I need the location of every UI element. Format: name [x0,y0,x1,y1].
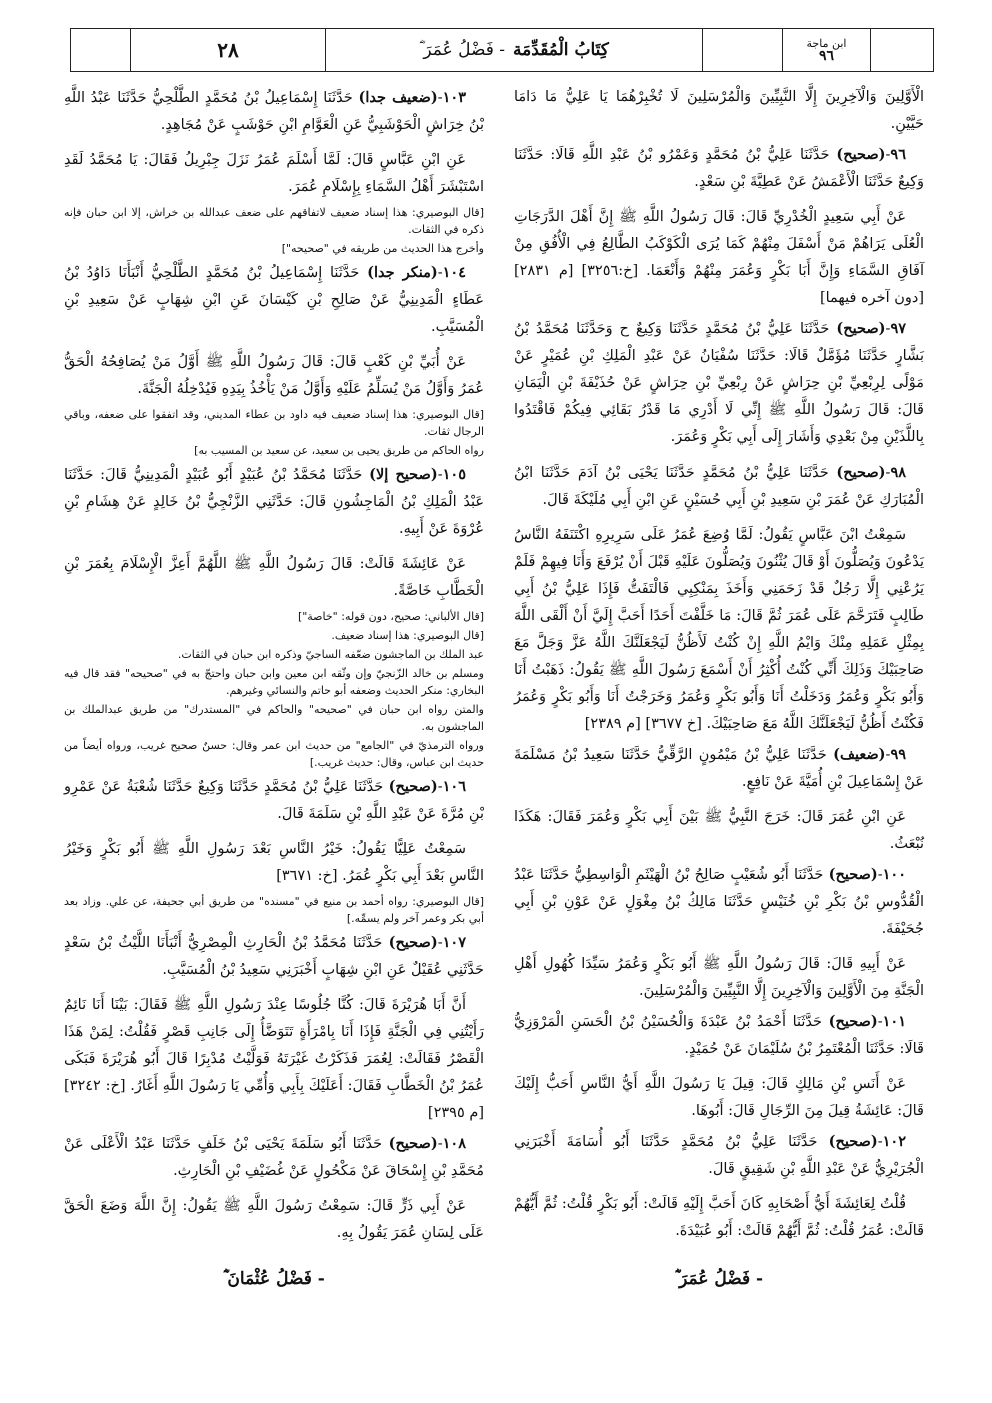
hadith-grade: (صحيح) [388,1135,438,1152]
chapter-title: - فَضْلُ عُمَرَ ؓ [419,40,506,60]
hadith-text: حَدَّثَنَا عَلِيُّ بْنُ مُحَمَّدٍ حَدَّثَنَا وَكِيعٌ ح وَحَدَّثَنَا مُحَمَّدُ بْنُ بَشَّارٍ حَدَّثَنَا مُؤَمَّلٌ قَالَا: حَدَّثَنَا سُفْيَانُ عَنْ عَبْدِ الْمَلِكِ بْنِ عُمَيْرٍ عَنْ مَوْلًى لِرِبْعِيِّ بْنِ حِرَاشٍ عَنْ رِبْعِيِّ بْنِ حِرَاشٍ عَنْ حُذَيْفَةَ بْنِ الْيَمَانِ قَالَ: قَالَ رَسُولُ اللَّهِ ﷺ إِنِّي لَا أَدْرِي مَا قَدْرُ بَقَائِي فِيكُمْ فَاقْتَدُوا بِاللَّذَيْنِ مِنْ بَعْدِي وَأَشَارَ إِلَى أَبِي بَكْرٍ وَعُمَرَ. [514,321,924,445]
commentary-note: ورواه الترمذيّ في "الجامع" من حديث ابن عمر وقال: حسنٌ صحيح غريب، ورواه أيضاً من حديث ابن عباس، وقال: حديث غريب.] [64,739,484,769]
commentary-note: [قال الألباني: صحيح، دون قوله: "خاصة"] [297,610,484,623]
hadith-grade: (صحيح) [836,320,886,337]
hadith-number-separator: - [877,1014,883,1030]
matn-paragraph: عَنِ ابْنِ عَبَّاسٍ قَالَ: لَمَّا أَسْلَمَ عُمَرُ نَزَلَ جِبْرِيلُ فَقَالَ: يَا مُحَمَّدُ لَقَدِ اسْتَبْشَرَ أَهْلُ السَّمَاءِ بِإِسْلَامِ عُمَرَ. [64,152,484,195]
header-blank-mid [703,29,783,71]
hadith-grade: (صحيح) [388,934,438,951]
hadith-number-separator: - [885,747,891,763]
hadith-entry [514,1128,924,1183]
matn-paragraph: الْأَوَّلِينَ وَالْآخِرِينَ إِلَّا النَّبِيِّينَ وَالْمُرْسَلِينَ لَا تُخْبِرْهُمَا يَا عَلِيُّ مَا دَامَا حَيَّيْنِ. [514,89,924,132]
hadith-entry [514,741,924,796]
section-heading: - فَضْلُ عُمَرَ ؓ [674,1269,764,1289]
matn-paragraph: سَمِعْتُ ابْنَ عَبَّاسٍ يَقُولُ: لَمَّا وُضِعَ عُمَرُ عَلَى سَرِيرِهِ اكْتَنَفَهُ النَّاسُ يَدْعُونَ وَيُصَلُّونَ أَوْ قَالَ يُثْنُونَ وَيُصَلُّونَ عَلَيْهِ قَبْلَ أَنْ يُرْفَعَ وَأَنَا فِيهِمْ فَلَمْ يَرُعْنِي إِلَّا رَجُلٌ قَدْ زَحَمَنِي وَأَخَذَ بِمَنْكِبِي فَالْتَفَتُّ فَإِذَا عَلِيُّ بْنُ أَبِي طَالِبٍ فَتَرَحَّمَ عَلَى عُمَرَ ثُمَّ قَالَ: مَا خَلَّفْتَ أَحَدًا أَحَبَّ إِلَيَّ أَنْ أَلْقَى اللَّهَ بِمِثْلِ عَمَلِهِ مِنْكَ وَايْمُ اللَّهِ إِنْ كُنْتُ لَأَظُنُّ لَيَجْعَلَنَّكَ اللَّهُ عَزَّ وَجَلَّ مَعَ صَاحِبَيْكَ وَذَلِكَ أَنِّي كُنْتُ أُكْثِرُ أَنْ أَسْمَعَ رَسُولَ اللَّهِ ﷺ يَقُولُ: ذَهَبْتُ أَنَا وَأَبُو بَكْرٍ وَعُمَرُ وَدَخَلْتُ أَنَا وَأَبُو بَكْرٍ وَعُمَرُ وَخَرَجْتُ أَنَا وَأَبُو بَكْرٍ وَعُمَرُ فَكُنْتُ أَظُنُّ لَيَجْعَلَنَّكَ اللَّهُ مَعَ صَاحِبَيْكَ. [خ ٣٦٧٧] [م ٢٣٨٩] [514,527,924,732]
hadith-grade: (صحيح إلا) [369,466,438,483]
hadith-text: حَدَّثَنَا أَحْمَدُ بْنُ عَبْدَةَ وَالْحُسَيْنُ بْنُ الْحَسَنِ الْمَرْوَزِيُّ قَالَا: حَدَّثَنَا الْمُعْتَمِرُ بْنُ سُلَيْمَانَ عَنْ حُمَيْدٍ. [514,1014,924,1057]
commentary-note: وأخرج هذا الحديث من طريقه في "صحيحه"] [281,242,484,255]
section-heading: - فَضْلُ عُثْمَانَ ؓ [223,1269,325,1289]
hadith-grade: (صحيح) [836,464,886,481]
hadith-number: ٩٦ [890,146,906,163]
hadith-number: ١٠٨ [442,1135,466,1152]
hadith-number: ١٠٢ [882,1133,907,1150]
hadith-grade: (ضعيف) [833,746,886,763]
hadith-number-separator: - [437,90,443,106]
hadith-number: ٩٩ [890,746,907,763]
header-blank-left [71,29,131,71]
hadith-number-separator: - [885,321,891,337]
hadith-number-separator: - [437,1136,443,1152]
hadith-grade: (صحيح) [836,146,886,163]
hadith-entry [64,1130,484,1185]
running-title [326,29,703,71]
commentary-note: [قال البوصيري: هذا إسناد ضعيف. [331,629,484,642]
hadith-entry [514,1008,924,1063]
hadith-entry [64,84,484,139]
hadith-text: حَدَّثَنَا مُحَمَّدُ بْنُ عُبَيْدٍ أَبُو عُبَيْدٍ الْمَدِينِيُّ قَالَ: حَدَّثَنَا عَبْدُ الْمَلِكِ بْنُ الْمَاجِشُونِ قَالَ: حَدَّثَنِي الزَّنْجِيُّ بْنُ خَالِدٍ عَنْ هِشَامِ بْنِ عُرْوَةَ عَنْ أَبِيهِ. [64,467,484,537]
reference-label: ابن ماجة [806,37,847,50]
matn-paragraph: عَنْ أَبِيهِ قَالَ: قَالَ رَسُولُ اللَّهِ ﷺ أَبُو بَكْرٍ وَعُمَرُ سَيِّدَا كُهُولِ أَهْلِ الْجَنَّةِ مِنَ الْأَوَّلِينَ وَالْآخِرِينَ إِلَّا النَّبِيِّينَ وَالْمُرْسَلِينَ. [514,956,924,999]
hadith-number-separator: - [877,867,883,883]
hadith-text: حَدَّثَنَا أَبُو شُعَيْبٍ صَالِحُ بْنُ الْهَيْثَمِ الْوَاسِطِيُّ حَدَّثَنَا عَبْدُ الْقُدُّوسِ بْنُ بَكْرِ بْنِ خُنَيْسٍ حَدَّثَنَا مَالِكُ بْنُ مِغْوَلٍ عَنْ عَوْنِ بْنِ أَبِي جُحَيْفَةَ. [514,867,924,937]
commentary-note: [قال البوصيري: رواه أحمد بن منيع في "مسنده" من طريق أبي جحيفة، عن علي. وزاد بعد أبي بكر وعمر آخر ولم يسمِّه.] [64,895,484,925]
right-text-column [514,84,924,1295]
matn-paragraph: قُلْتُ لِعَائِشَةَ أَيُّ أَصْحَابِهِ كَانَ أَحَبَّ إِلَيْهِ قَالَتْ: أَبُو بَكْرٍ قُلْتُ: ثُمَّ أَيُّهُمْ قَالَتْ: عُمَرُ قُلْتُ: ثُمَّ أَيُّهُمْ قَالَتْ: أَبُو عُبَيْدَةَ. [514,1196,924,1239]
hadith-number: ١٠٤ [442,264,467,281]
page-number: ٢٨ [131,29,326,71]
hadith-number: ١٠١ [882,1013,907,1030]
hadith-number-separator: - [885,465,891,481]
hadith-text: حَدَّثَنَا عَلِيُّ بْنُ مَيْمُونٍ الرَّقِّيُّ حَدَّثَنَا سَعِيدُ بْنُ مَسْلَمَةَ عَنْ إِسْمَاعِيلَ بْنِ أُمَيَّةَ عَنْ نَافِعٍ. [514,747,924,790]
hadith-text: حَدَّثَنَا أَبُو سَلَمَةَ يَحْيَى بْنُ خَلَفٍ حَدَّثَنَا عَبْدُ الْأَعْلَى عَنْ مُحَمَّدِ بْنِ إِسْحَاقَ عَنْ مَكْحُولٍ عَنْ غُضَيْفِ بْنِ الْحَارِثِ. [64,1136,484,1179]
hadith-entry [64,461,484,543]
matn-paragraph: عَنْ أُبَيِّ بْنِ كَعْبٍ قَالَ: قَالَ رَسُولُ اللَّهِ ﷺ أَوَّلُ مَنْ يُصَافِحُهُ الْحَقُّ عُمَرُ وَأَوَّلُ مَنْ يُسَلِّمُ عَلَيْهِ وَأَوَّلُ مَنْ يَأْخُذُ بِيَدِهِ فَيُدْخِلُهُ الْجَنَّةَ. [64,354,484,397]
hadith-number: ١٠٠ [882,866,907,883]
hadith-number: ١٠٦ [442,778,467,795]
hadith-number-separator: - [437,265,443,281]
matn-paragraph: عَنِ ابْنِ عُمَرَ قَالَ: خَرَجَ النَّبِيُّ ﷺ بَيْنَ أَبِي بَكْرٍ وَعُمَرَ فَقَالَ: هَكَذَا نُبْعَثُ. [514,809,924,852]
hadith-number: ٩٨ [890,464,907,481]
left-text-column [64,84,484,1295]
hadith-entry [514,141,924,196]
hadith-number-separator: - [437,779,443,795]
hadith-number: ١٠٧ [442,934,466,951]
commentary-note: والمتن رواه ابن حبان في "صحيحه" والحاكم في "المستدرك" من طريق عبدالملك بن الماجشون به. [64,703,484,733]
hadith-text: حَدَّثَنَا إِسْمَاعِيلُ بْنُ مُحَمَّدٍ الطَّلْحِيُّ حَدَّثَنَا عَبْدُ اللَّهِ بْنُ خِرَاشٍ الْحَوْشَبِيُّ عَنِ الْعَوَّامِ ابْنِ حَوْشَبٍ عَنْ مُجَاهِدٍ. [64,90,484,133]
hadith-entry [514,315,924,451]
matn-paragraph: أَنَّ أَبَا هُرَيْرَةَ قَالَ: كُنَّا جُلُوسًا عِنْدَ رَسُولِ اللَّهِ ﷺ فَقَالَ: بَيْنَا أَنَا نَائِمٌ رَأَيْتُنِي فِي الْجَنَّةِ فَإِذَا أَنَا بِامْرَأَةٍ تَتَوَضَّأُ إِلَى جَانِبِ قَصْرٍ فَقُلْتُ: لِمَنْ هَذَا الْقَصْرُ فَقَالَتْ: لِعُمَرَ فَذَكَرْتُ غَيْرَتَهُ فَوَلَّيْتُ مُدْبِرًا قَالَ أَبُو هُرَيْرَةَ فَبَكَى عُمَرُ بْنُ الْخَطَّابِ فَقَالَ: أَعَلَيْكَ بِأَبِي وَأُمِّي يَا رَسُولَ اللَّهِ أَغَارُ. [خ: ٣٢٤٢] [م ٢٣٩٥] [64,997,484,1121]
commentary-note: ومسلم بن خالد الزّنجيّ وإن وثّقه ابن معين وابن حبان واحتجّ به في "صحيحه" فقد قال فيه البخاري: منكر الحديث وضعفه أبو حاتم والنسائي وغيرهم. [64,667,484,697]
reference-number: ٩٦ [818,48,835,64]
hadith-grade: (صحيح) [828,1013,878,1030]
hadith-number-separator: - [885,147,891,163]
hadith-entry [514,861,924,943]
hadith-text: حَدَّثَنَا عَلِيُّ بْنُ مُحَمَّدٍ وَعَمْرُو بْنُ عَبْدِ اللَّهِ قَالَا: حَدَّثَنَا وَكِيعٌ حَدَّثَنَا الْأَعْمَشُ عَنْ عَطِيَّةَ بْنِ سَعْدٍ. [514,147,924,190]
matn-paragraph: عَنْ أَبِي سَعِيدٍ الْخُدْرِيِّ قَالَ: قَالَ رَسُولُ اللَّهِ ﷺ إِنَّ أَهْلَ الدَّرَجَاتِ الْعُلَى يَرَاهُمْ مَنْ أَسْفَلَ مِنْهُمْ كَمَا يُرَى الْكَوْكَبُ الطَّالِعُ فِي الْأُفُقِ مِنْ آفَاقِ السَّمَاءِ وَإِنَّ أَبَا بَكْرٍ وَعُمَرَ مِنْهُمْ وَأَنْعَمَا. [خ:٣٢٥٦] [م ٢٨٣١] [دون آخره فيهما] [514,209,924,306]
matn-paragraph: عَنْ أَبِي ذَرٍّ قَالَ: سَمِعْتُ رَسُولَ اللَّهِ ﷺ يَقُولُ: إِنَّ اللَّهَ وَضَعَ الْحَقَّ عَلَى لِسَانِ عُمَرَ يَقُولُ بِهِ. [64,1198,484,1241]
hadith-entry [64,259,484,341]
hadith-grade: (صحيح) [828,866,878,883]
hadith-text: حَدَّثَنَا عَلِيُّ بْنُ مُحَمَّدٍ حَدَّثَنَا وَكِيعٌ حَدَّثَنَا شُعْبَةُ عَنْ عَمْرِو بْنِ مُرَّةَ عَنْ عَبْدِ اللَّهِ بْنِ سَلَمَةَ قَالَ. [64,779,484,822]
book-title: كِتَابُ الْمُقَدِّمَة [513,40,609,60]
commentary-note: [قال البوصيري: هذا إسناد ضعيف فيه داود بن عطاء المديني، وقد اتفقوا على ضعفه، وباقي الرجال ثقات. [64,408,484,438]
hadith-grade: (صحيح) [388,778,438,795]
hadith-entry [64,773,484,828]
hadith-text: حَدَّثَنَا إِسْمَاعِيلُ بْنُ مُحَمَّدٍ الطَّلْحِيُّ أَنْبَأَنَا دَاوُدُ بْنُ عَطَاءٍ الْمَدِينِيُّ عَنْ صَالِحِ بْنِ كَيْسَانَ عَنِ ابْنِ شِهَابٍ عَنْ سَعِيدِ بْنِ الْمُسَيَّبِ. [64,265,484,335]
hadith-entry [64,929,484,984]
hadith-number: ١٠٥ [442,466,466,483]
commentary-note: رواه الحاكم من طريق يحيى بن سعيد، عن سعيد بن المسيب به] [194,444,484,457]
hadith-number: ٩٧ [890,320,907,337]
hadith-grade: (صحيح) [828,1133,878,1150]
header-blank-right [871,29,933,71]
hadith-grade: (منكر جدا) [367,264,438,281]
hadith-number-separator: - [437,467,443,483]
hadith-number-separator: - [877,1134,883,1150]
page-header [70,28,934,72]
hadith-reference [783,29,871,71]
hadith-number: ١٠٣ [442,89,467,106]
hadith-text: حَدَّثَنَا مُحَمَّدُ بْنُ الْحَارِثِ الْمِصْرِيُّ أَنْبَأَنَا اللَّيْثُ بْنُ سَعْدٍ حَدَّثَنِي عُقَيْلٌ عَنِ ابْنِ شِهَابٍ أَخْبَرَنِي سَعِيدُ بْنُ الْمُسَيَّبِ. [64,935,484,978]
matn-paragraph: عَنْ عَائِشَةَ قَالَتْ: قَالَ رَسُولُ اللَّهِ ﷺ اللَّهُمَّ أَعِزَّ الْإِسْلَامَ بِعُمَرَ بْنِ الْخَطَّابِ خَاصَّةً. [64,556,484,599]
matn-paragraph: عَنْ أَنَسِ بْنِ مَالِكٍ قَالَ: قِيلَ يَا رَسُولَ اللَّهِ أَيُّ النَّاسِ أَحَبُّ إِلَيْكَ قَالَ: عَائِشَةُ قِيلَ مِنَ الرِّجَالِ قَالَ: أَبُوهَا. [514,1076,924,1119]
hadith-text: حَدَّثَنَا عَلِيُّ بْنُ مُحَمَّدٍ حَدَّثَنَا يَحْيَى بْنُ آدَمَ حَدَّثَنَا ابْنُ الْمُبَارَكِ عَنْ عُمَرَ بْنِ سَعِيدِ بْنِ أَبِي حُسَيْنٍ عَنِ ابْنِ أَبِي مُلَيْكَةَ قَالَ. [514,465,924,508]
hadith-text: حَدَّثَنَا عَلِيُّ بْنُ مُحَمَّدٍ حَدَّثَنَا أَبُو أُسَامَةَ أَخْبَرَنِي الْجُرَيْرِيُّ عَنْ عَبْدِ اللَّهِ بْنِ شَقِيقٍ قَالَ. [514,1134,924,1177]
commentary-note: [قال البوصيري: هذا إسناد ضعيف لاتفاقهم على ضعف عبدالله بن خراش، إلا ابن حبان فإنه ذكره في الثقات. [64,206,484,236]
matn-paragraph: سَمِعْتُ عَلِيًّا يَقُولُ: خَيْرُ النَّاسِ بَعْدَ رَسُولِ اللَّهِ ﷺ أَبُو بَكْرٍ وَخَيْرُ النَّاسِ بَعْدَ أَبِي بَكْرٍ عُمَرُ. [خ: ٣٦٧١] [64,841,484,884]
commentary-note: عبد الملك بن الماجشون ضعّفه الساجيّ وذكره ابن حبان في الثقات. [177,648,484,661]
hadith-entry [514,459,924,514]
hadith-number-separator: - [437,935,443,951]
hadith-grade: (ضعيف جدا) [358,89,438,106]
